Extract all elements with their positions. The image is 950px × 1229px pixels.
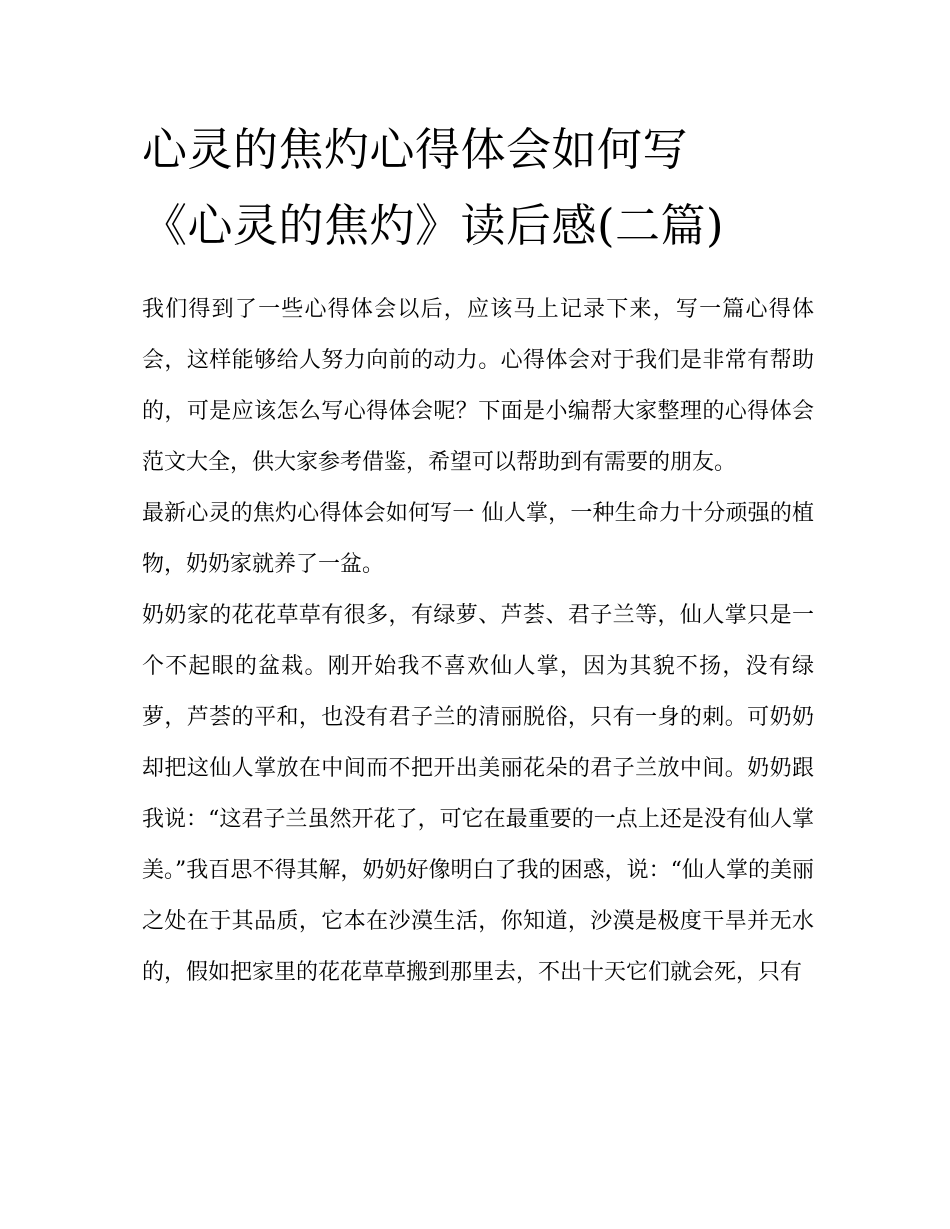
paragraph-cactus-intro: 最新心灵的焦灼心得体会如何写一 仙人掌，一种生命力十分顽强的植物，奶奶家就养了一盆。 [142, 501, 814, 577]
document-title [142, 112, 814, 264]
document-page [142, 112, 814, 998]
title-line-2: 《心灵的焦灼》读后感(二篇) [142, 199, 725, 252]
document-body [142, 284, 814, 998]
paragraph-grandma-plants: 奶奶家的花花草草有很多，有绿萝、芦荟、君子兰等，仙人掌只是一个不起眼的盆栽。刚开始我不喜欢仙人掌，因为其貌不扬，没有绿萝，芦荟的平和，也没有君子兰的清丽脱俗，只有一身的刺。可奶奶却把这仙人掌放在中间而不把开出美丽花朵的君子兰放中间。奶奶跟我说：“这君子兰虽然开花了，可它在最重要的一点上还是没有仙人掌美。”我百思不得其解，奶奶好像明白了我的困惑，说：“仙人掌的美丽之处在于其品质，它本在沙漠生活，你知道，沙漠是极度干旱并无水的，假如把家里的花花草草搬到那里去，不出十天它们就会死，只有 [142, 603, 814, 985]
title-line-1: 心灵的焦灼心得体会如何写 [142, 123, 689, 176]
paragraph-intro: 我们得到了一些心得体会以后，应该马上记录下来，写一篇心得体会，这样能够给人努力向前的动力。心得体会对于我们是非常有帮助的，可是应该怎么写心得体会呢？下面是小编帮大家整理的心得体会范文大全，供大家参考借鉴，希望可以帮助到有需要的朋友。 [142, 297, 814, 475]
